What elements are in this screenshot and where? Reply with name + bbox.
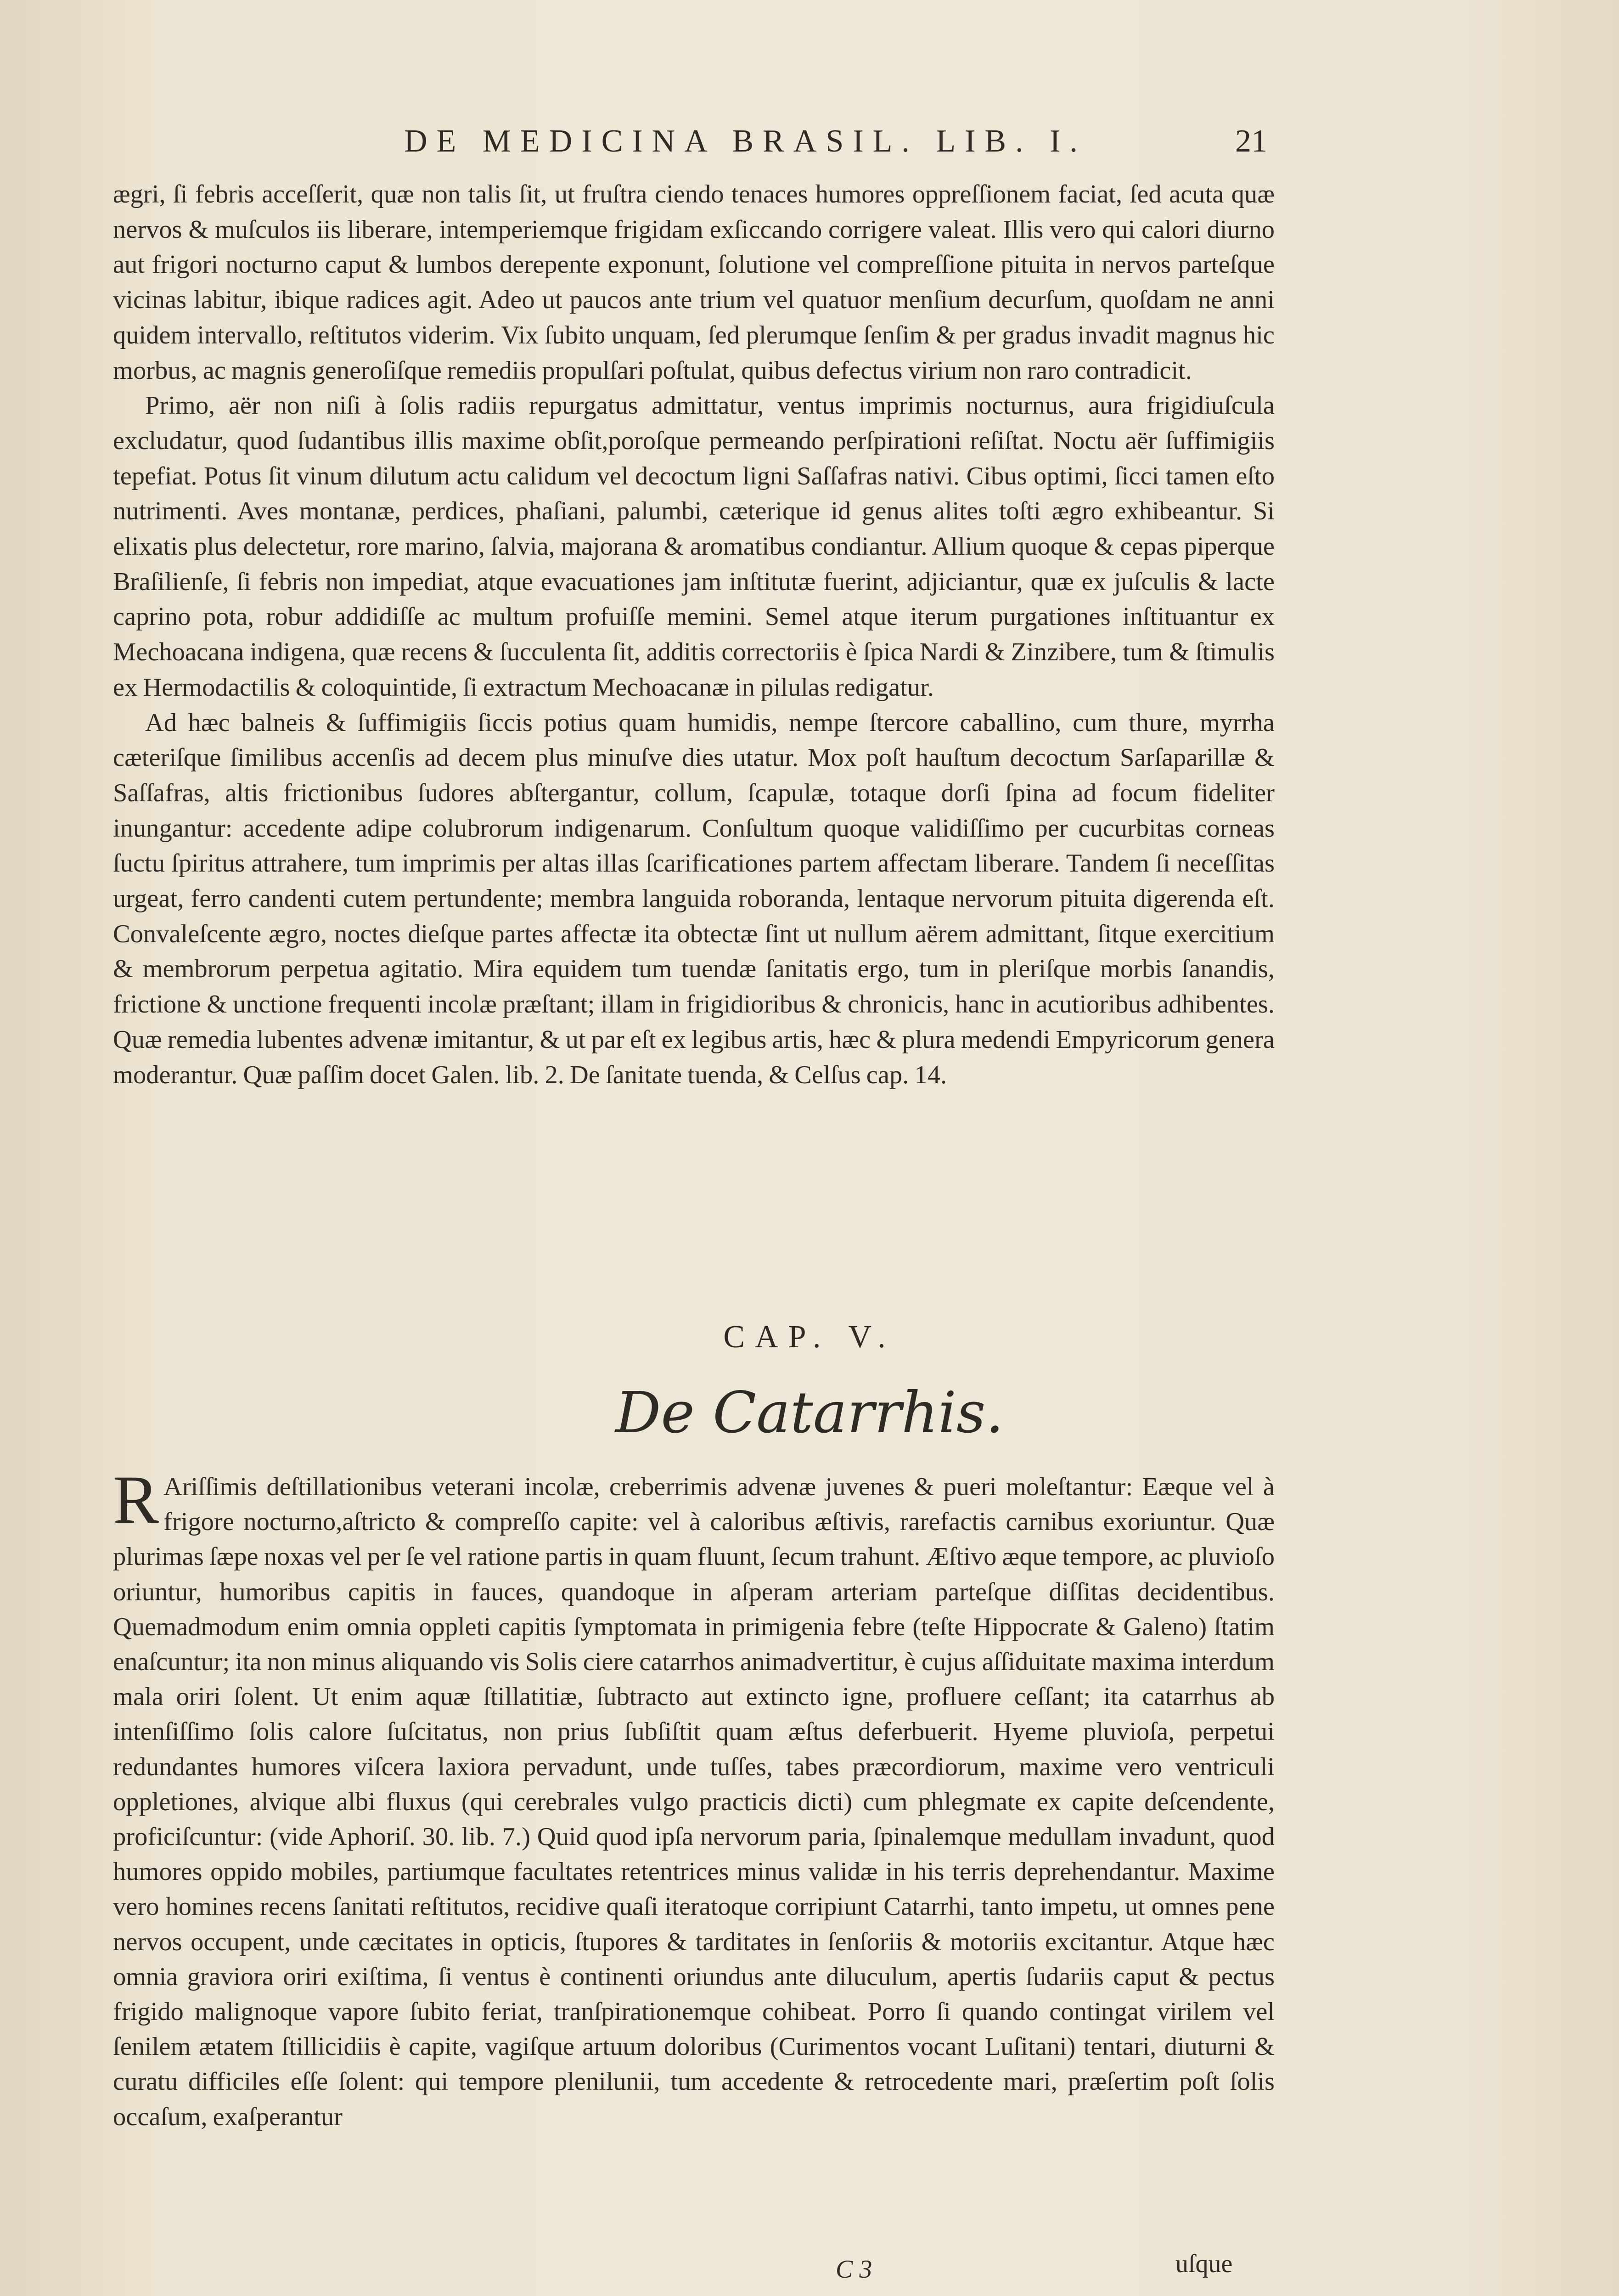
drop-cap: R [113, 1462, 159, 1538]
running-title: DE MEDICINA BRASIL. LIB. I. [404, 124, 1087, 159]
section-text [113, 177, 1275, 1092]
paragraph: Primo, aër non niſi à ſolis radiis repurgatus admittatur, ventus imprimis nocturnus, aura frigidiuſcula excludatur, quod ſudantibus illis maxime obſit,poroſque permeando perſpirationi reſiſtat. Noctu aër ſuffimigiis tepefiat. Potus ſit vinum dilutum actu calidum vel decoctum ligni Saſſafras nativi. Cibus optimi, ſicci tamen eſto nutrimenti. Aves montanæ, perdices, phaſiani, palumbi, cæterique id genus alites toſti ægro exhibeantur. Si elixatis plus delectetur, rore marino, ſalvia, majorana & aromatibus condiantur. Allium quoque & cepas piperque Braſilienſe, ſi febris non impediat, atque evacuationes jam inſtitutæ fuerint, adjiciantur, quæ ex juſculis & lacte caprino pota, robur addidiſſe ac multum profuiſſe memini. Semel atque iterum purgationes inſtituantur ex Mechoacana indigena, quæ recens & ſucculenta ſit, additis correctoriis è ſpica Nardi & Zinzibere, tum & ſtimulis ex Hermodactilis & coloquintide, ſi extractum Mechoacanæ in pilulas redigatur. [113, 391, 1275, 702]
chapter-heading: CAP. V. [723, 1319, 896, 1355]
signature-mark: C 3 [836, 2255, 872, 2284]
page-footer [0, 2250, 1619, 2291]
page-header [0, 123, 1619, 174]
paragraph: Ad hæc balneis & ſuffimigiis ſiccis potius quam humidis, nempe ſtercore caballino, cum thure, myrrha cæteriſque ſimilibus accenſis ad decem plus minuſve dies utatur. Mox poſt hauſtum decoctum Sarſaparillæ & Saſſafras, altis frictionibus ſudores abſtergantur, collum, ſcapulæ, totaque dorſi ſpina ad focum fideliter inungantur: accedente adipe colubrorum indigenarum. Conſultum quoque validiſſimo per cucurbitas corneas ſuctu ſpiritus attrahere, tum imprimis per altas illas ſcarificationes partem affectam liberare. Tandem ſi neceſſitas urgeat, ferro candenti cutem pertundente; membra languida roboranda, lentaque nervorum pituita digerenda eſt. Convaleſcente ægro, noctes dieſque partes affectæ ita obtectæ ſint ut nullum aërem admittant, ſitque exercitium & membrorum perpetua agitatio. Mira equidem tum tuendæ ſanitatis ergo, tum in pleriſque morbis ſanandis, frictione & unctione frequenti incolæ præſtant; illam in frigidioribus & chronicis, hanc in acutioribus adhibentes. Quæ remedia lubentes advenæ imitantur, & ut par eſt ex legibus artis, hæc & plura medendi Empyricorum genera moderantur. Quæ paſſim docet Galen. lib. 2. De ſanitate tuenda, & Celſus cap. 14. [113, 708, 1275, 1089]
page-number: 21 [1235, 124, 1267, 159]
catchword: uſque [1175, 2250, 1233, 2278]
chapter-title: De Catarrhis. [615, 1380, 1004, 1446]
chapter-text [113, 1462, 1275, 2134]
paragraph: ægri, ſi febris acceſſerit, quæ non talis ſit, ut fruſtra ciendo tenaces humores oppreſſionem faciat, ſed acuta quæ nervos & muſculos iis liberare, intemperiemque frigidam exſiccando corrigere valeat. Illis vero qui calori diurno aut frigori nocturno caput & lumbos derepente exponunt, ſolutione vel compreſſione pituita in nervos parteſque vicinas labitur, ibique radices agit. Adeo ut paucos ante trium vel quatuor menſium decurſum, quoſdam ne anni quidem intervallo, reſtitutos viderim. Vix ſubito unquam, ſed plerumque ſenſim & per gradus invadit magnus hic morbus, ac magnis generoſiſque remediis propulſari poſtulat, quibus defectus virium non raro contradicit. [113, 180, 1275, 385]
paragraph: Ariſſimis deſtillationibus veterani incolæ, creberrimis advenæ juvenes & pueri moleſtantur: Eæque vel à frigore nocturno,aſtricto & compreſſo capite: vel à caloribus æſtivis, rarefactis carnibus exoriuntur. Quæ plurimas ſæpe noxas vel per ſe vel ratione partis in quam fluunt, ſecum trahunt. Æſtivo æque tempore, ac pluvioſo oriuntur, humoribus capitis in fauces, quandoque in aſperam arteriam parteſque diſſitas decidentibus. Quemadmodum enim omnia oppleti capitis ſymptomata in primigenia febre (teſte Hippocrate & Galeno) ſtatim enaſcuntur; ita non minus aliquando vis Solis ciere catarrhos animadvertitur, è cujus aſſiduitate maxima interdum mala oriri ſolent. Ut enim aquæ ſtillatitiæ, ſubtracto aut extincto igne, profluere ceſſant; ita catarrhus ab intenſiſſimo ſolis calore ſuſcitatus, non prius ſubſiſtit quam æſtus deferbuerit. Hyeme pluvioſa, perpetui redundantes humores viſcera laxiora pervadunt, unde tuſſes, tabes præcordiorum, maxime vero ventriculi oppletiones, alvique albi fluxus (qui cerebrales vulgo practicis dicti) cum phlegmate ex capite deſcendente, proficiſcuntur: (vide Aphoriſ. 30. lib. 7.) Quid quod ipſa nervorum paria, ſpinalemque medullam invadunt, quod humores oppido mobiles, partiumque facultates retentrices minus validæ in his terris deprehendantur. Maxime vero homines recens ſanitati reſtitutos, recidive quaſi iteratoque corripiunt Catarrhi, tanto impetu, ut omnes pene nervos occupent, unde cæcitates in opticis, ſtupores & tarditates in ſenſoriis & motoriis excitantur. Atque hæc omnia graviora oriri exiſtima, ſi ventus è continenti oriundus ante diluculum, apertis ſudariis caput & pectus frigido malignoque vapore ſubito feriat, tranſpirationemque cohibeat. Porro ſi quando contingat virilem vel ſenilem ætatem ſtillicidiis è capite, vagiſque artuum doloribus (Curimentos vocant Luſitani) tentari, diuturni & curatu difficiles eſſe ſolent: qui tempore plenilunii, tum accedente & retrocedente mari, præſertim poſt ſolis occaſum, exaſperantur [113, 1473, 1275, 2131]
